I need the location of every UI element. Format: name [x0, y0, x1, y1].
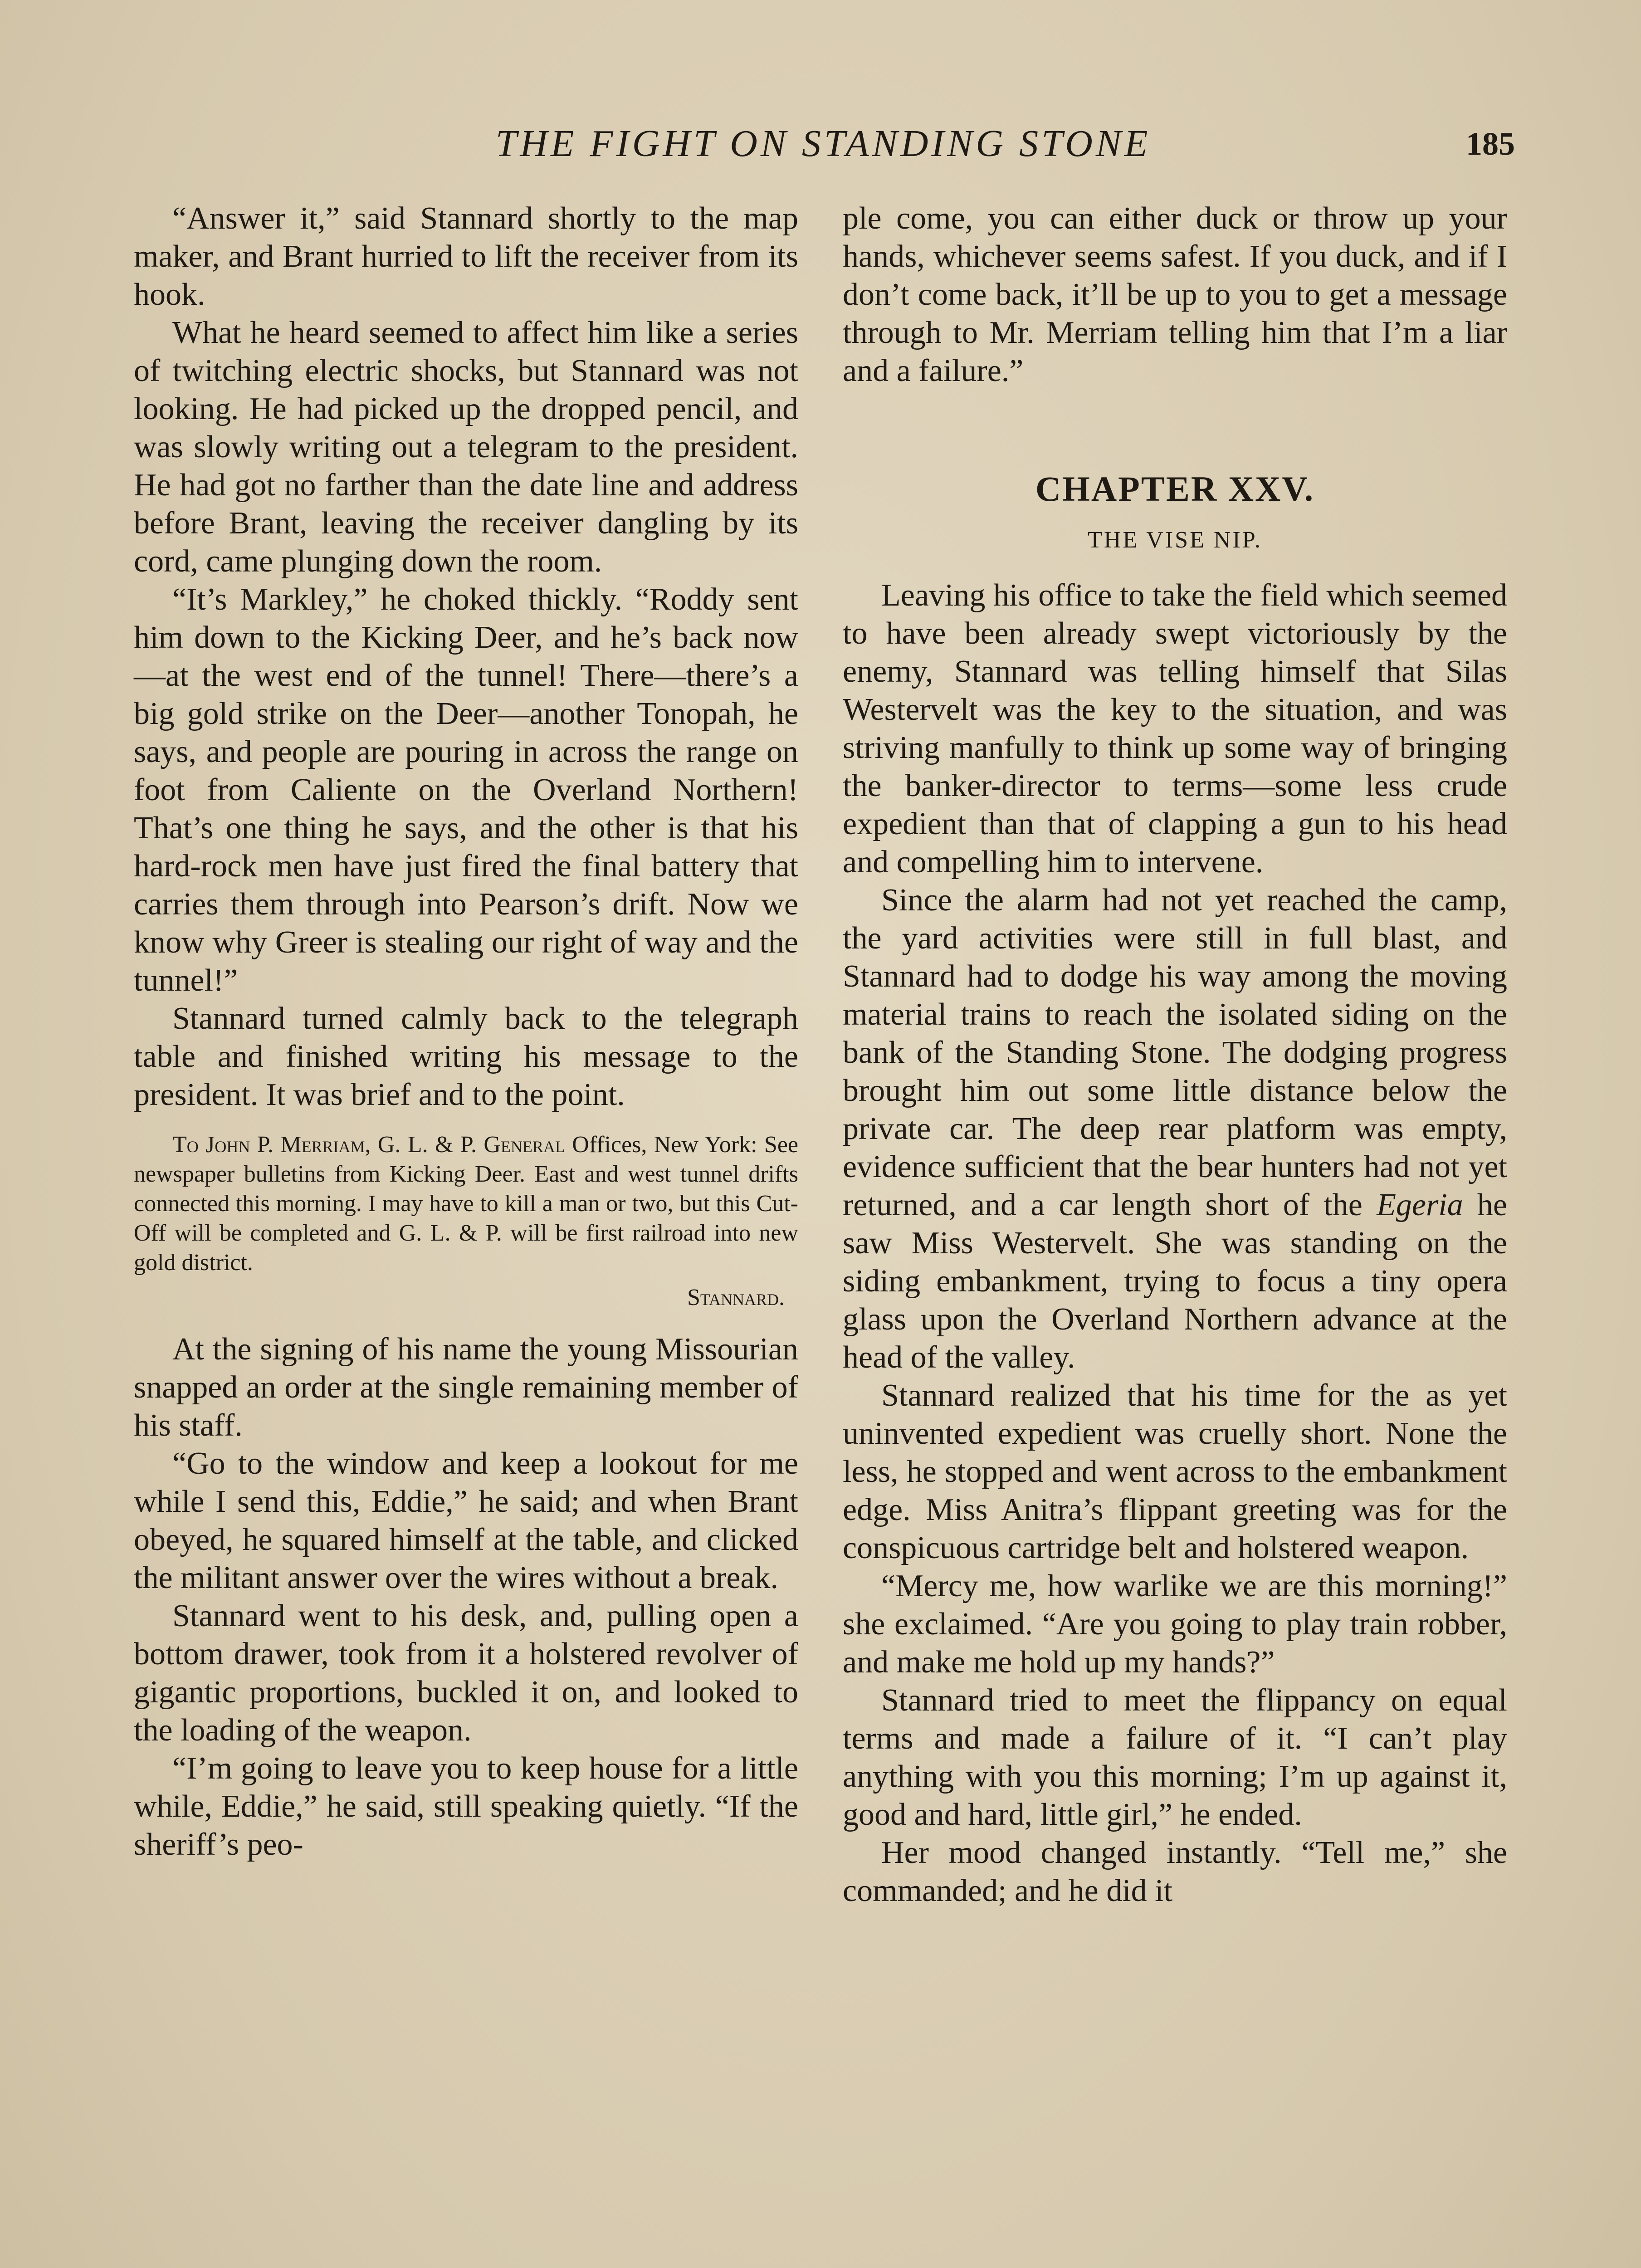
paragraph-text: he saw Miss Westervelt. She was standing on the siding embankment, trying to focus a tiny opera glass upon the Overland Northern advance at the head of the valley. [843, 1188, 1507, 1375]
paragraph: Her mood changed instantly. “Tell me,” she commanded; and he did it [843, 1835, 1507, 1908]
telegram-signature: Stannard. [687, 1285, 785, 1310]
paragraph: “Mercy me, how warlike we are this morning!” she exclaimed. “Are you going to play train robber, and make me hold up my hands?” [843, 1569, 1507, 1680]
chapter-subtitle: THE VISE NIP. [1088, 527, 1262, 553]
paragraph: “It’s Markley,” he choked thickly. “Roddy sent him down to the Kicking Deer, and he’s back now—at the west end of the tunnel! There—there’s a big gold strike on the Deer—another Tonopah, he says, and people are pouring in across the range on foot from Caliente on the Overland Northern! That’s one thing he says, and the other is that his hard-rock men have just fired the final battery that carries them through into Pearson’s drift. Now we know why Greer is stealing our right of way and the tunnel!” [134, 582, 798, 998]
paragraph: “I’m going to leave you to keep house for a little while, Eddie,” he said, still speaking quietly. “If the sheriff’s peo- [134, 1751, 798, 1862]
telegram-text [134, 1130, 798, 1277]
paragraph-text: Since the alarm had not yet reached the camp, the yard activities were still in full blast, and Stannard had to dodge his way among the moving material trains to reach the isolated siding on the bank of the Standing Stone. The dodging progress brought him out some little distance below the private car. The deep rear platform was empty, evidence sufficient that the bear hunters had not yet returned, and a car length short of the [843, 883, 1507, 1222]
paragraph: Leaving his office to take the field which seemed to have been already swept victoriously by the enemy, Stannard was telling himself that Silas Westervelt was the key to the situation, and was striving manfully to think up some way of bringing the banker-director to terms—some less crude expedient than that of clapping a gun to his head and compelling him to intervene. [843, 578, 1507, 880]
paragraph: Stannard tried to meet the flippancy on equal terms and made a failure of it. “I can’t play anything with you this morning; I’m up against it, good and hard, little girl,” he ended. [843, 1683, 1507, 1832]
page-header [132, 119, 1515, 169]
paragraph: Stannard went to his desk, and, pulling open a bottom drawer, took from it a holstered revolver of gigantic proportions, buckled it on, and looked to the loading of the weapon. [134, 1598, 798, 1748]
running-title: THE FIGHT ON STANDING STONE [495, 122, 1151, 165]
chapter-heading: CHAPTER XXV. [1035, 469, 1315, 508]
paragraph-continued: ple come, you can either duck or throw up your hands, whichever seems safest. If you duck, and if I don’t come back, it’ll be up to you to get a message through to Mr. Merriam telling him that I’m a liar and a failure.” [843, 201, 1507, 388]
paragraph: What he heard seemed to affect him like a series of twitching electric shocks, but Stannard was not looking. He had picked up the dropped pencil, and was slowly writing out a telegram to the president. He had got no farther than the date line and address before Brant, leaving the receiver dangling by its cord, came plunging down the room. [134, 315, 798, 579]
paragraph: At the signing of his name the young Missourian snapped an order at the single remaining member of his staff. [134, 1332, 798, 1443]
car-name: Egeria [1377, 1188, 1463, 1222]
paragraph: Stannard turned calmly back to the telegraph table and finished writing his message to the president. It was brief and to the point. [134, 1001, 798, 1112]
telegram-recipient: To John P. Merriam, G. L. & P. General [172, 1132, 565, 1158]
left-column [134, 200, 798, 1864]
right-column [843, 200, 1507, 1910]
paragraph: Stannard realized that his time for the as yet uninvented expedient was cruelly short. None the less, he stopped and went across to the embankment edge. Miss Anitra’s flippant greeting was for the conspicuous cartridge belt and holstered weapon. [843, 1378, 1507, 1565]
paragraph: “Go to the window and keep a lookout for me while I send this, Eddie,” he said; and when Brant obeyed, he squared himself at the table, and clicked the militant answer over the wires without a break. [134, 1446, 798, 1595]
page-number: 185 [1466, 126, 1515, 162]
paragraph: “Answer it,” said Stannard shortly to the map maker, and Brant hurried to lift the receiver from its hook. [134, 201, 798, 312]
telegram-body: Offices, New York: See newspaper bulletins from Kicking Deer. East and west tunnel drifts connected this morning. I may have to kill a man or two, but this Cut-Off will be completed and G. L. & P. will be first railroad into new gold district. [134, 1132, 798, 1276]
paragraph [843, 881, 1507, 1377]
